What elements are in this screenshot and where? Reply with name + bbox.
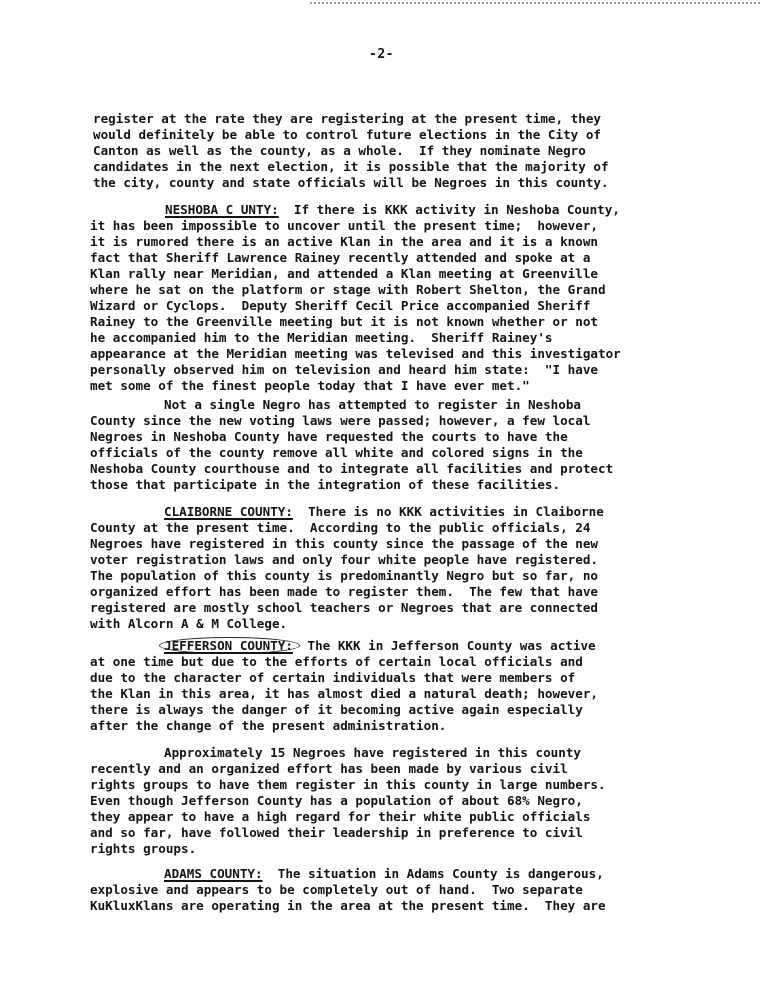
text-line: at one time but due to the efforts of certain local officials and <box>90 654 583 669</box>
scan-edge-rule <box>310 2 760 4</box>
text-line: County at the present time. According to the public officials, 24 <box>90 520 591 535</box>
text-line: officials of the county remove all white and colored signs in the <box>90 445 583 460</box>
text-line: it is rumored there is an active Klan in the area and it is a known <box>90 234 598 249</box>
text-line: recently and an organized effort has been made by various civil <box>90 761 568 776</box>
text-line: and so far, have followed their leadership in preference to civil <box>90 825 583 840</box>
section-heading-adams: ADAMS COUNTY: <box>164 866 263 881</box>
text-line: rights groups to have them register in this county in large numbers. <box>90 777 606 792</box>
section-line <box>164 504 604 520</box>
text-line: Approximately 15 Negroes have registered in this county <box>164 745 582 760</box>
text-line: Canton as well as the county, as a whole. If they nominate Negro <box>93 143 586 158</box>
text-span: There is no KKK activities in Claiborne <box>292 504 604 519</box>
text-line: The population of this county is predominantly Negro but so far, no <box>90 568 598 583</box>
section-heading-jefferson: JEFFERSON COUNTY: <box>159 637 300 654</box>
text-line: Wizard or Cyclops. Deputy Sheriff Cecil Price accompanied Sheriff <box>90 298 591 313</box>
text-line: Negroes have registered in this county since the passage of the new <box>90 536 598 551</box>
text-line: would definitely be able to control future elections in the City of <box>93 127 601 142</box>
text-line: explosive and appears to be completely out of hand. Two separate <box>90 882 583 897</box>
text-line: due to the character of certain individuals that were members of <box>90 670 576 685</box>
text-line: the city, county and state officials will be Negroes in this county. <box>93 175 609 190</box>
text-line: where he sat on the platform or stage with Robert Shelton, the Grand <box>90 282 606 297</box>
text-line: personally observed him on television and heard him state: "I have <box>90 362 598 377</box>
text-line: met some of the finest people today that I have ever met." <box>90 378 530 393</box>
text-line: organized effort has been made to register them. The few that have <box>90 584 598 599</box>
page-number: -2- <box>369 47 394 62</box>
text-line: Klan rally near Meridian, and attended a Klan meeting at Greenville <box>90 266 598 281</box>
section-heading-claiborne: CLAIBORNE COUNTY: <box>164 504 293 519</box>
text-line: voter registration laws and only four white people have registered. <box>90 552 598 567</box>
section-line <box>165 638 596 654</box>
text-line: the Klan in this area, it has almost died a natural death; however, <box>90 686 598 701</box>
text-line: Rainey to the Greenville meeting but it is not known whether or not <box>90 314 598 329</box>
text-line: rights groups. <box>90 841 197 856</box>
text-line: Even though Jefferson County has a population of about 68% Negro, <box>90 793 583 808</box>
text-line: with Alcorn A & M College. <box>90 616 288 631</box>
section-line <box>165 202 620 218</box>
text-line: register at the rate they are registering at the present time, they <box>93 111 601 126</box>
text-line: Neshoba County courthouse and to integrate all facilities and protect <box>90 461 614 476</box>
text-span: The KKK in Jefferson County was active <box>299 638 596 653</box>
text-line: they appear to have a high regard for their white public officials <box>90 809 591 824</box>
text-line: there is always the danger of it becoming active again especially <box>90 702 583 717</box>
text-line: candidates in the next election, it is possible that the majority of <box>93 159 609 174</box>
text-line: fact that Sheriff Lawrence Rainey recently attended and spoke at a <box>90 250 591 265</box>
section-line <box>164 866 604 882</box>
text-line: those that participate in the integration of these facilities. <box>90 477 561 492</box>
text-line: KuKluxKlans are operating in the area at the present time. They are <box>90 898 606 913</box>
text-line: it has been impossible to uncover until the present time; however, <box>90 218 598 233</box>
section-heading-neshoba: NESHOBA C UNTY: <box>165 202 279 217</box>
text-span: The situation in Adams County is dangerous, <box>262 866 604 881</box>
text-line: appearance at the Meridian meeting was televised and this investigator <box>90 346 621 361</box>
text-line: Negroes in Neshoba County have requested the courts to have the <box>90 429 568 444</box>
text-line: he accompanied him to the Meridian meeting. Sheriff Rainey's <box>90 330 553 345</box>
text-line: registered are mostly school teachers or Negroes that are connected <box>90 600 598 615</box>
text-line: after the change of the present administration. <box>90 718 447 733</box>
text-line: County since the new voting laws were passed; however, a few local <box>90 413 591 428</box>
text-span: If there is KKK activity in Neshoba County, <box>278 202 620 217</box>
text-line: Not a single Negro has attempted to register in Neshoba <box>164 397 582 412</box>
